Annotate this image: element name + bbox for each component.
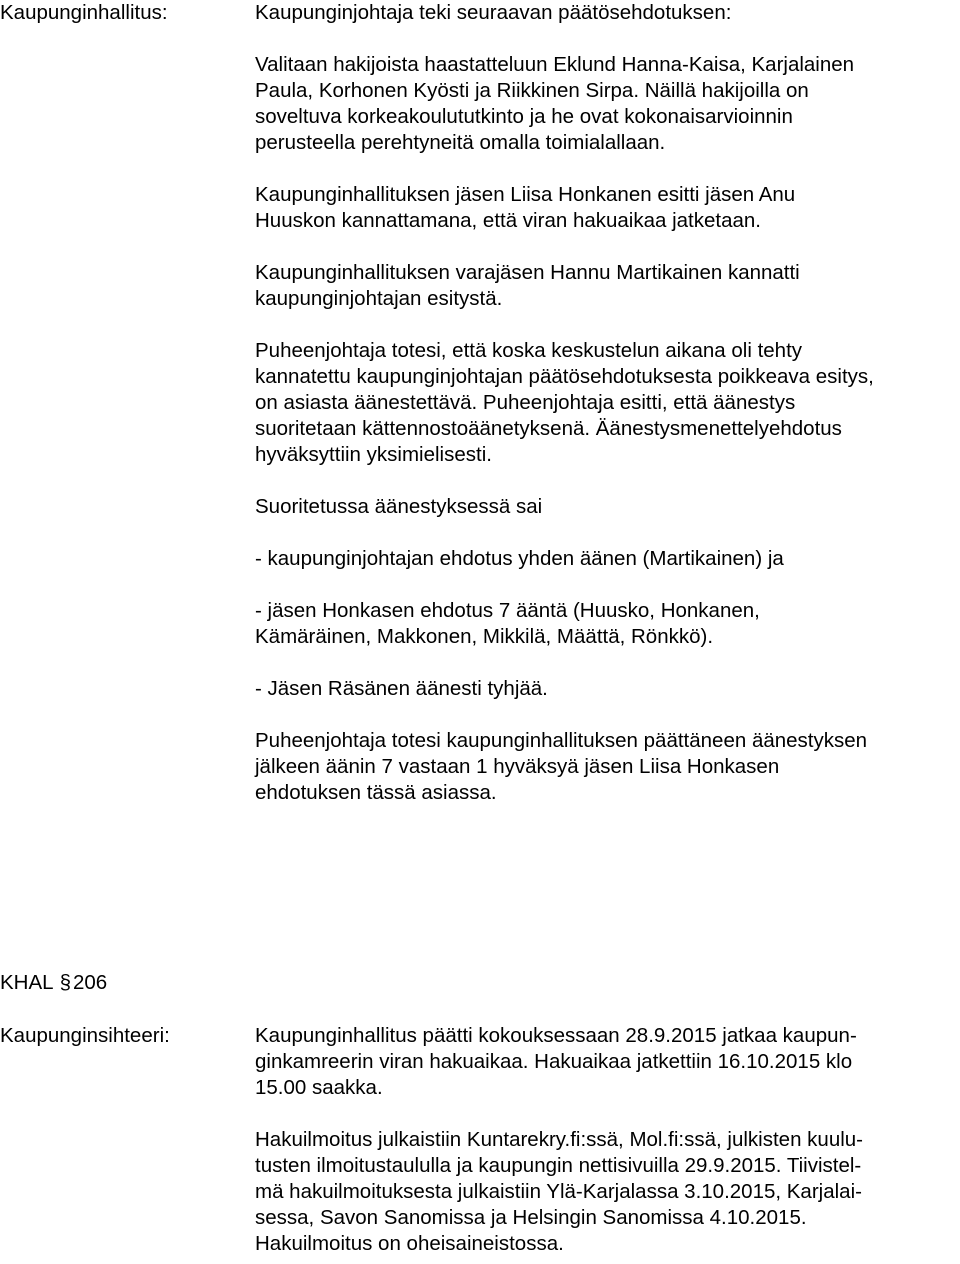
paragraph: - jäsen Honkasen ehdotus 7 ääntä (Huusko, Honkanen, Kämäräinen, Makkonen, Mikkilä, Määttä, Rönkkö). (255, 599, 760, 648)
paragraph: Kaupunginhallitus päätti kokouksessaan 28.9.2015 jatkaa kaupun- ginkamreerin viran hakuaikaa. Hakuaikaa jatkettiin 16.10.2015 klo 15.00 saakka. (255, 1024, 857, 1099)
paragraph: Kaupunginhallituksen jäsen Liisa Honkanen esitti jäsen Anu Huuskon kannattamana, että viran hakuaikaa jatketaan. (255, 183, 796, 232)
paragraph: Puheenjohtaja totesi, että koska keskustelun aikana oli tehty kannatettu kaupunginjohtajan päätösehdotuksesta poikkeava esitys, on asiasta äänestettävä. Puheenjohtaja esitti, että äänestys suoritetaan kättennostoäänetyksenä. Äänestysmenettelyehdotus hyväksyttiin yksimielisesti. (255, 339, 874, 466)
paragraph: - Jäsen Räsänen äänesti tyhjää. (255, 677, 548, 700)
paragraph: Puheenjohtaja totesi kaupunginhallituksen päättäneen äänestyksen jälkeen äänin 7 vastaan 1 hyväksyä jäsen Liisa Honkasen ehdotuksen tässä asiassa. (255, 729, 868, 804)
khal-number: 206 (72, 971, 108, 994)
paragraph: Kaupunginjohtaja teki seuraavan päätösehdotuksen: (255, 1, 732, 24)
paragraph: Valitaan hakijoista haastatteluun Eklund Hanna-Kaisa, Karjalainen Paula, Korhonen Kyösti ja Riikkinen Sirpa. Näillä hakijoilla on soveltuva korkeakoulututkinto ja he ovat kokonaisarvioinnin perusteella perehtyneitä omalla toimialallaan. (255, 53, 855, 154)
paragraph: Hakuilmoitus julkaistiin Kuntarekry.fi:ssä, Mol.fi:ssä, julkisten kuulu- tusten ilmoitustaululla ja kaupungin nettisivuilla 29.9.2015. Tiivistel- mä hakuilmoituksesta julkaistiin Ylä-Karjalassa 3.10.2015, Karjalai- sessa, Savon Sanomissa ja Helsingin Sanomissa 4.10.2015. Hakuilmoitus on oheisaineistossa. (255, 1128, 864, 1255)
khal-prefix: KHAL (0, 971, 54, 994)
section-content (255, 1023, 960, 1257)
section-label: Kaupunginhallitus: (0, 1, 168, 24)
khal-heading (0, 970, 107, 996)
section-sign: § (59, 971, 71, 994)
section-label: Kaupunginsihteeri: (0, 1024, 170, 1047)
paragraph: - kaupunginjohtajan ehdotus yhden äänen (Martikainen) ja (255, 547, 784, 570)
paragraph: Kaupunginhallituksen varajäsen Hannu Martikainen kannatti kaupunginjohtajan esitystä. (255, 261, 800, 310)
section-content (255, 0, 960, 806)
paragraph: Suoritetussa äänestyksessä sai (255, 495, 543, 518)
